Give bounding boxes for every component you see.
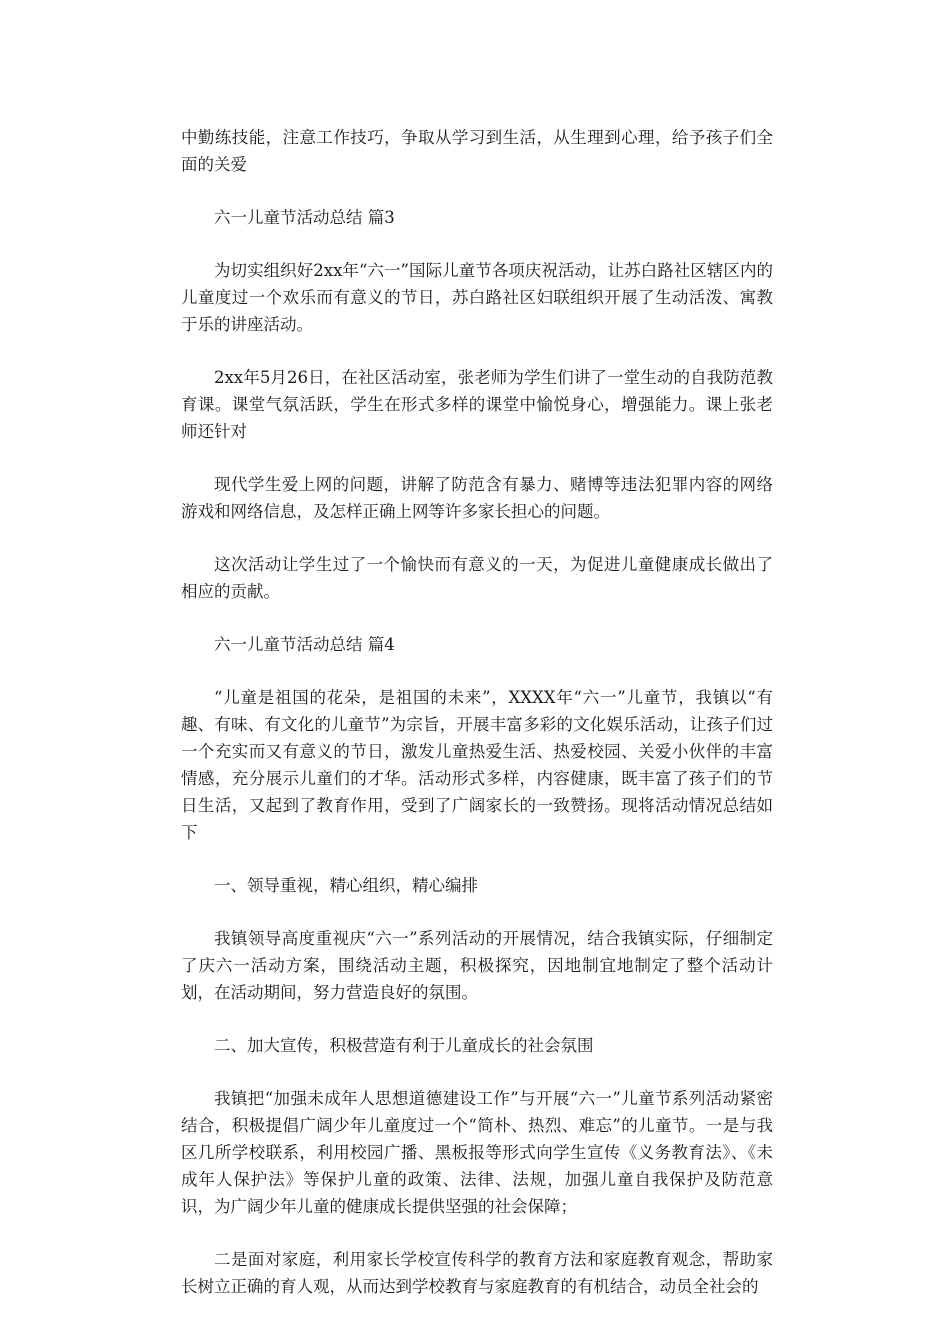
subsection-heading-2: 二、加大宣传，积极营造有利于儿童成长的社会氛围	[214, 1036, 594, 1055]
paragraph: “儿童是祖国的花朵，是祖国的未来”，XXXX年“六一”儿童节，我镇以“有趣、有味、有文化的儿童节”为宗旨，开展丰富多彩的文化娱乐活动，让孩子们过一个充实而又有意义的节日，激发儿童热爱生活、热爱校园、关爱小伙伴的丰富情感，充分展示儿童们的才华。活动形式多样，内容健康，既丰富了孩子们的节日生活，又起到了教育作用，受到了广阔家长的一致赞扬。现将活动情况总结如下	[181, 688, 773, 842]
subsection-heading-1: 一、领导重视，精心组织，精心编排	[214, 876, 478, 895]
paragraph: 这次活动让学生过了一个愉快而有意义的一天，为促进儿童健康成长做出了相应的贡献。	[181, 555, 773, 601]
paragraph: 我镇把“加强未成年人思想道德建设工作”与开展“六一”儿童节系列活动紧密结合，积极提倡广阔少年儿童度过一个“简朴、热烈、难忘”的儿童节。一是与我区几所学校联系，利用校园广播、黑板报等形式向学生宣传《义务教育法》、《未成年人保护法》等保护儿童的政策、法律、法规，加强儿童自我保护及防范意识，为广阔少年儿童的健康成长提供坚强的社会保障；	[181, 1089, 773, 1216]
paragraph-truncated: 二是面对家庭，利用家长学校宣传科学的教育方法和家庭教育观念，帮助家长树立正确的育人观，从而达到学校教育与家庭教育的有机结合，动员全社会的	[181, 1250, 773, 1296]
paragraph: 我镇领导高度重视庆“六一”系列活动的开展情况，结合我镇实际，仔细制定了庆六一活动方案，围绕活动主题，积极探究，因地制宜地制定了整个活动计划，在活动期间，努力营造良好的氛围。	[181, 929, 773, 1002]
paragraph: 现代学生爱上网的问题，讲解了防范含有暴力、赌博等违法犯罪内容的网络游戏和网络信息，及怎样正确上网等许多家长担心的问题。	[181, 475, 773, 521]
section-heading-part-4: 六一儿童节活动总结 篇4	[214, 635, 395, 654]
paragraph: 2xx年5月26日，在社区活动室，张老师为学生们讲了一堂生动的自我防范教育课。课堂气氛活跃，学生在形式多样的课堂中愉悦身心，增强能力。课上张老师还针对	[181, 368, 773, 441]
section-heading-part-3: 六一儿童节活动总结 篇3	[214, 208, 395, 227]
document-body	[181, 124, 773, 1326]
paragraph: 为切实组织好2xx年“六一”国际儿童节各项庆祝活动，让苏白路社区辖区内的儿童度过一个欢乐而有意义的节日，苏白路社区妇联组织开展了生动活泼、寓教于乐的讲座活动。	[181, 261, 773, 334]
paragraph-intro-continuation: 中勤练技能，注意工作技巧，争取从学习到生活，从生理到心理，给予孩子们全面的关爱	[181, 128, 773, 174]
